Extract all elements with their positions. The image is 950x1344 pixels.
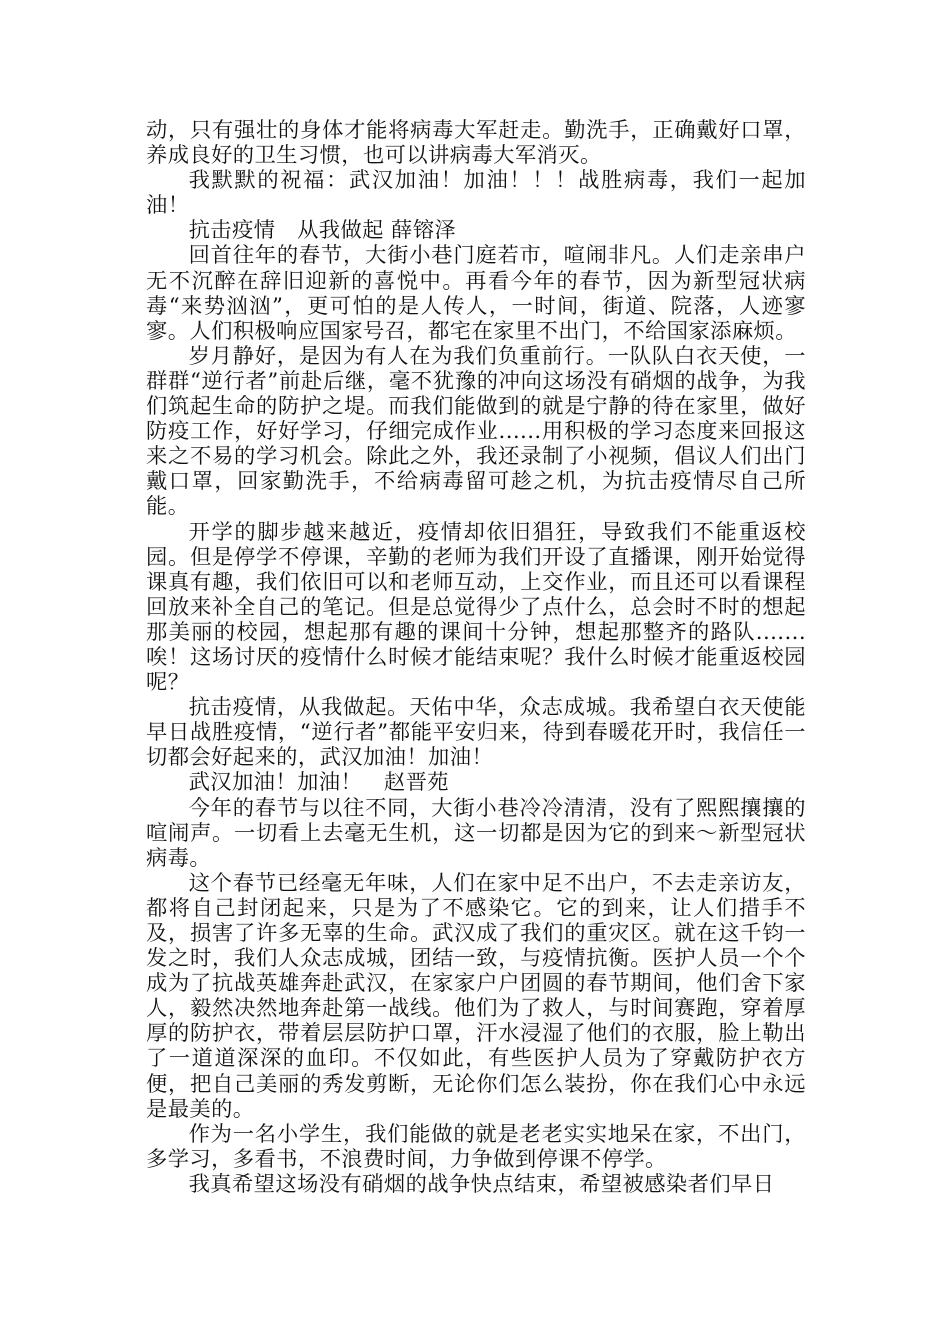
paragraph: 我默默的祝福：武汉加油！加油！！！战胜病毒，我们一起加油！	[146, 168, 806, 219]
essay-title: 抗击疫情 从我做起 薛镕泽	[188, 218, 457, 244]
paragraph: 抗击疫情，从我做起。天佑中华，众志成城。我希望白衣天使能早日战胜疫情，“逆行者”都能平安归来，待到春暖花开时，我信任一切都会好起来的，武汉加油！加油！	[146, 695, 806, 771]
paragraph: 作为一名小学生，我们能做的就是老老实实地呆在家，不出门，多学习，多看书，不浪费时间，力争做到停课不停学。	[146, 1121, 806, 1172]
paragraph: 开学的脚步越来越近，疫情却依旧猖狂，导致我们不能重返校园。但是停学不停课，辛勤的老师为我们开设了直播课，刚开始觉得课真有趣，我们依旧可以和老师互动，上交作业，而且还可以看课程回放来补全自己的笔记。但是总觉得少了点什么，总会时不时的想起那美丽的校园，想起那有趣的课间十分钟，想起那整齐的路队.......唉！这场讨厌的疫情什么时候才能结束呢？我什么时候才能重返校园呢？	[146, 519, 806, 696]
paragraph: 回首往年的春节，大街小巷门庭若市，喧闹非凡。人们走亲串户无不沉醉在辞旧迎新的喜悦中。再看今年的春节，因为新型冠状病毒“来势汹汹”，更可怕的是人传人，一时间，街道、院落，人迹寥寥。人们积极响应国家号召，都宅在家里不出门，不给国家添麻烦。	[146, 243, 806, 344]
essay-title: 武汉加油！加油！ 赵晋苑	[188, 770, 449, 796]
paragraph: 这个春节已经毫无年味，人们在家中足不出户，不去走亲访友，都将自己封闭起来，只是为了不感染它。它的到来，让人们措手不及，损害了许多无辜的生命。武汉成了我们的重灾区。就在这千钧一发之时，我们人众志成城，团结一致，与疫情抗衡。医护人员一个个成为了抗战英雄奔赴武汉，在家家户户团圆的春节期间，他们舍下家人，毅然决然地奔赴第一战线。他们为了救人，与时间赛跑，穿着厚厚的防护衣，带着层层防护口罩，汗水浸湿了他们的衣服，脸上勒出了一道道深深的血印。不仅如此，有些医护人员为了穿戴防护衣方便，把自己美丽的秀发剪断，无论你们怎么装扮，你在我们心中永远是最美的。	[146, 870, 806, 1122]
paragraph: 今年的春节与以往不同，大街小巷冷冷清清，没有了熙熙攘攘的喧闹声。一切看上去毫无生机，这一切都是因为它的到来～新型冠状病毒。	[146, 795, 806, 871]
paragraph: 我真希望这场没有硝烟的战争快点结束，希望被感染者们早日	[188, 1171, 775, 1197]
paragraph-continued: 动，只有强壮的身体才能将病毒大军赶走。勤洗手，正确戴好口罩，养成良好的卫生习惯，也可以讲病毒大军消灭。	[146, 118, 806, 169]
paragraph: 岁月静好，是因为有人在为我们负重前行。一队队白衣天使，一群群“逆行者”前赴后继，毫不犹豫的冲向这场没有硝烟的战争，为我们筑起生命的防护之堤。而我们能做到的就是宁静的待在家里，做好防疫工作，好好学习，仔细完成作业......用积极的学习态度来回报这来之不易的学习机会。除此之外，我还录制了小视频，倡议人们出门戴口罩，回家勤洗手，不给病毒留可趁之机，为抗击疫情尽自己所能。	[146, 343, 806, 520]
document-page	[146, 118, 806, 1197]
